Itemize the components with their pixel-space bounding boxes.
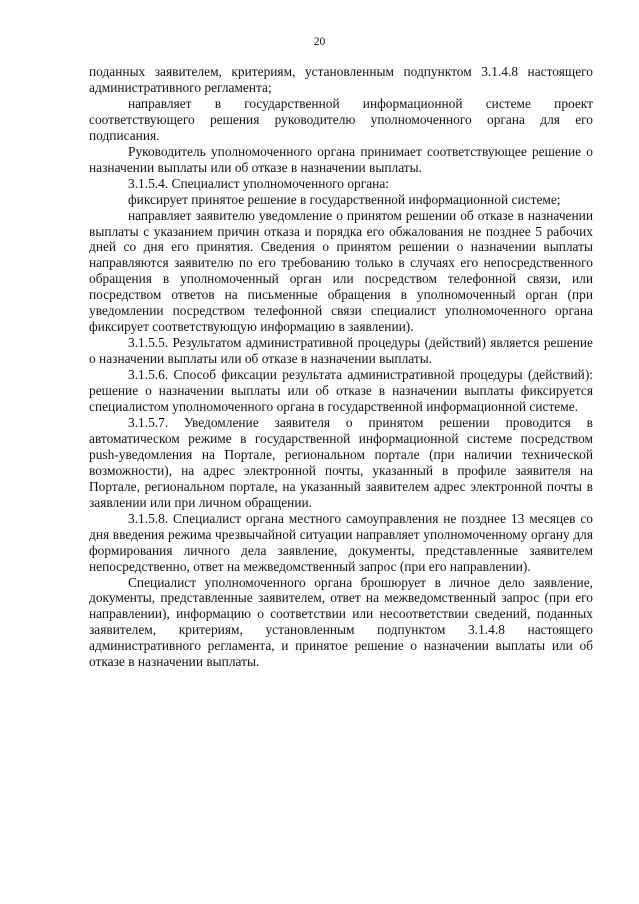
paragraph-sends-notice: направляет заявителю уведомление о принятом решении об отказе в назначении выплаты с указанием причин отказа и порядка его обжалования не позднее 5 рабочих дней со дня его принятия. Сведения о принятом решении о назначении выплаты направляются заявителю по его требованию только в случаях его непосредственного обращения в уполномоченный орган или посредством телефонной связи, или посредством ответов на письменные обращения в уполномоченный орган (при уведомлении посредством телефонной связи специалист уполномоченного органа фиксирует соответствующую информацию в заявлении). <box>89 207 593 335</box>
paragraph-3-1-5-7: 3.1.5.7. Уведомление заявителя о принятом решении проводится в автоматическом режиме в государственной информационной системе посредством push-уведомления на Портале, региональном портале (при наличии технической возможности), на адрес электронной почты, указанный в профиле заявителя на Портале, региональном портале, на указанный заявителем адрес электронной почты в заявлении или при личном обращении. <box>89 414 593 510</box>
paragraph-3-1-5-8: 3.1.5.8. Специалист органа местного самоуправления не позднее 13 месяцев со дня введения режима чрезвычайной ситуации направляет уполномоченному органу для формирования личного дела заявление, документы, представленные заявителем непосредственно, ответ на межведомственный запрос (при его направлении). <box>89 510 593 574</box>
paragraph-3-1-5-4: 3.1.5.4. Специалист уполномоченного органа: <box>128 175 389 191</box>
paragraph-3-1-5-5: 3.1.5.5. Результатом административной процедуры (действий) является решение о назначении выплаты или об отказе в назначении выплаты. <box>89 335 593 367</box>
paragraph-3-1-5-6: 3.1.5.6. Способ фиксации результата административной процедуры (действий): решение о назначении выплаты или об отказе в назначении выплаты фиксируется специалистом уполномоченного органа в государственной информационной системе. <box>89 367 593 415</box>
paragraph-continuation: поданных заявителем, критериям, установленным подпунктом 3.1.4.8 настоящего административного регламента; <box>89 64 593 95</box>
paragraph-records-decision: фиксирует принятое решение в государственной информационной системе; <box>128 191 561 207</box>
page-number: 20 <box>313 36 326 48</box>
document-body <box>89 64 593 670</box>
paragraph-personal-file: Специалист уполномоченного органа брошюрует в личное дело заявление, документы, представленные заявителем, ответ на межведомственный запрос (при его направлении), информацию о соответствии или несоответствии сведений, поданных заявителем, критериям, установленным подпунктом 3.1.4.8 настоящего административного регламента, и принятое решение о назначении выплаты или об отказе в назначении выплаты. <box>89 574 593 670</box>
paragraph-send-draft: направляет в государственной информационной системе проект соответствующего решения руководителю уполномоченного органа для его подписания. <box>89 95 593 143</box>
paragraph-head-decision: Руководитель уполномоченного органа принимает соответствующее решение о назначении выплаты или об отказе в назначении выплаты. <box>89 143 593 175</box>
